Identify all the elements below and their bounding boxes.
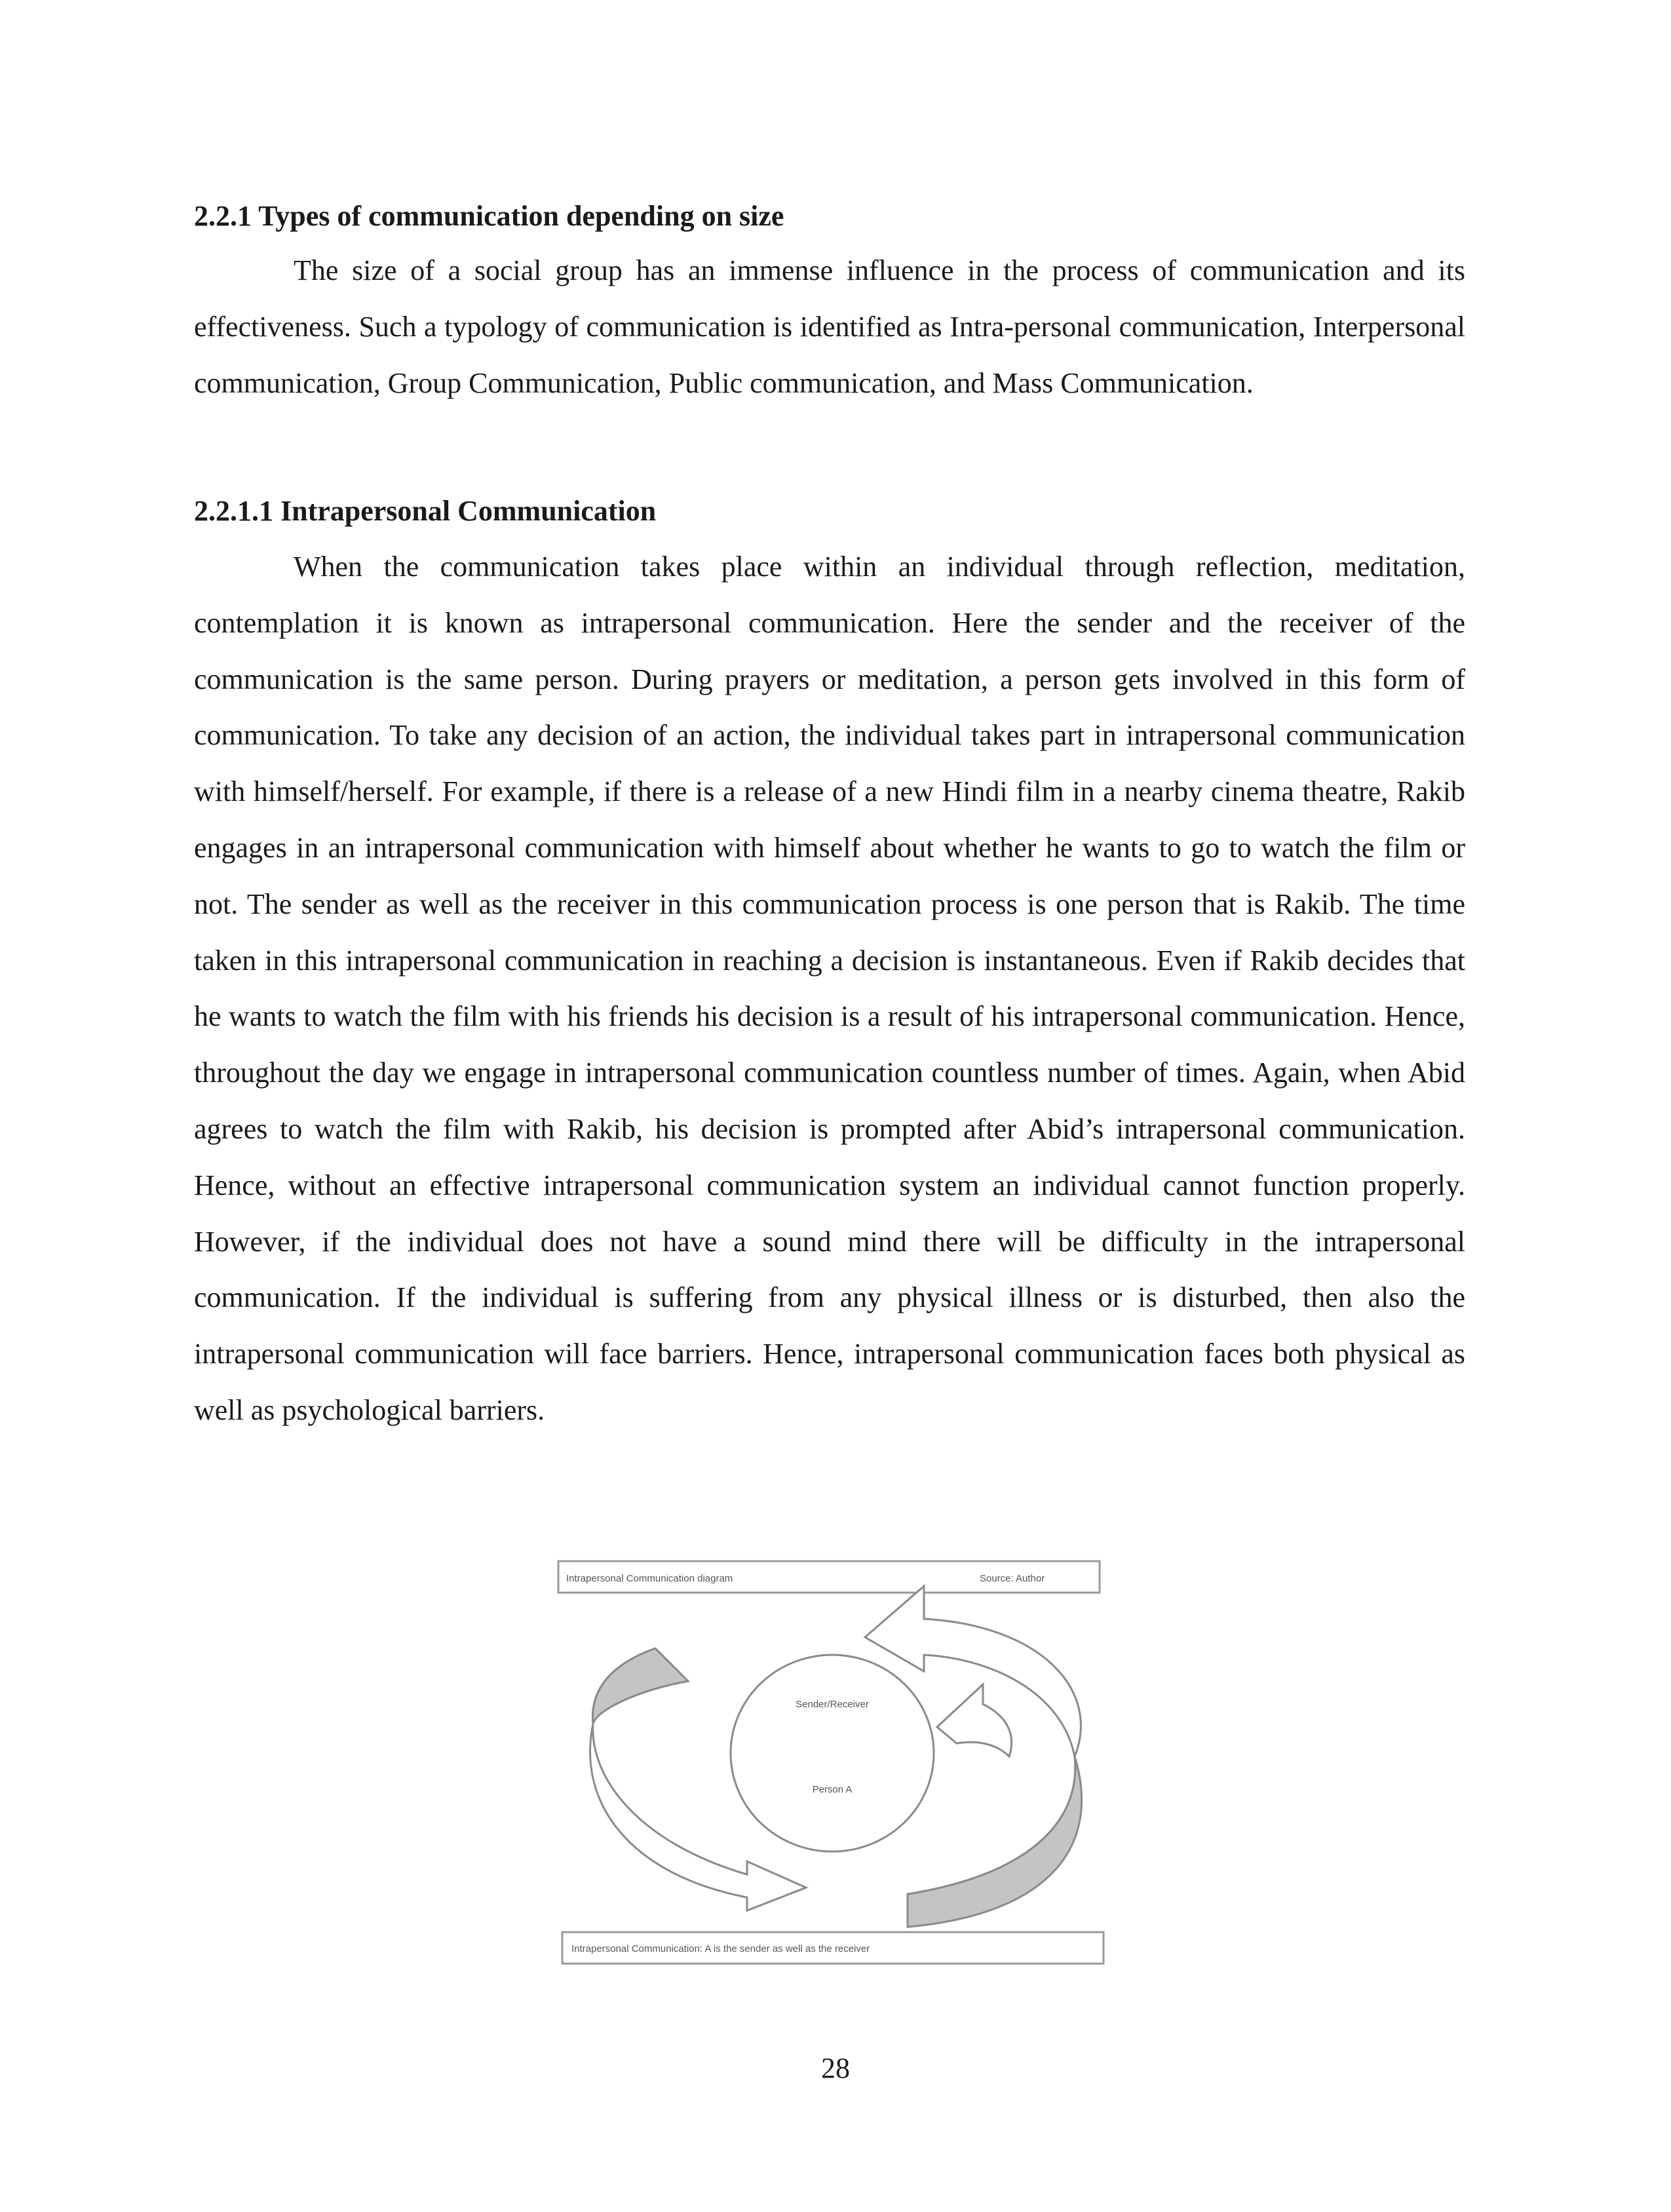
figure-source-label: Source: Author xyxy=(980,1573,1045,1584)
page-number: 28 xyxy=(821,2052,850,2084)
subsection-heading: 2.2.1.1 Intrapersonal Communication xyxy=(194,495,657,527)
figure-caption: Intrapersonal Communication: A is the sender as well as the receiver xyxy=(571,1943,870,1954)
section-heading: 2.2.1 Types of communication depending on size xyxy=(194,200,784,232)
intrapersonal-communication-diagram xyxy=(557,1560,1107,1966)
figure-title-label: Intrapersonal Communication diagram xyxy=(566,1573,733,1584)
person-label: Person A xyxy=(812,1784,853,1795)
subsection-paragraph: When the communication takes place within an individual through reflection, meditation, contemplation it is known as intrapersonal communication. Here the sender and the receiver of the communication is the same person. During prayers or meditation, a person gets involved in this form of communication. To take any decision of an action, the individual takes part in intrapersonal communication with himself/herself. For example, if there is a release of a new Hindi film in a nearby cinema theatre, Rakib engages in an intrapersonal communication with himself about whether he wants to go to watch the film or not. The sender as well as the receiver in this communication process is one person that is Rakib. The time taken in this intrapersonal communication in reaching a decision is instantaneous. Even if Rakib decides that he wants to watch the film with his friends his decision is a result of his intrapersonal communication. Hence, throughout the day we engage in intrapersonal communication countless number of times. Again, when Abid agrees to watch the film with Rakib, his decision is prompted after Abid’s intrapersonal communication. Hence, without an effective intrapersonal communication system an individual cannot function properly. However, if the individual does not have a sound mind there will be difficulty in the intrapersonal communication. If the individual is suffering from any physical illness or is disturbed, then also the intrapersonal communication will face barriers. Hence, intrapersonal communication faces both physical as well as psychological barriers. xyxy=(194,551,1465,1426)
right-arrow-band xyxy=(908,1756,1082,1927)
right-arrow-head-accent xyxy=(937,1684,1012,1756)
section-paragraph: The size of a social group has an immense influence in the process of communication and its effectiveness. Such a typology of communication is identified as Intra-personal communication, Interpersonal communication, Group Communication, Public communication, and Mass Communication. xyxy=(194,254,1465,399)
person-circle xyxy=(731,1655,934,1852)
sender-receiver-label: Sender/Receiver xyxy=(796,1699,869,1710)
